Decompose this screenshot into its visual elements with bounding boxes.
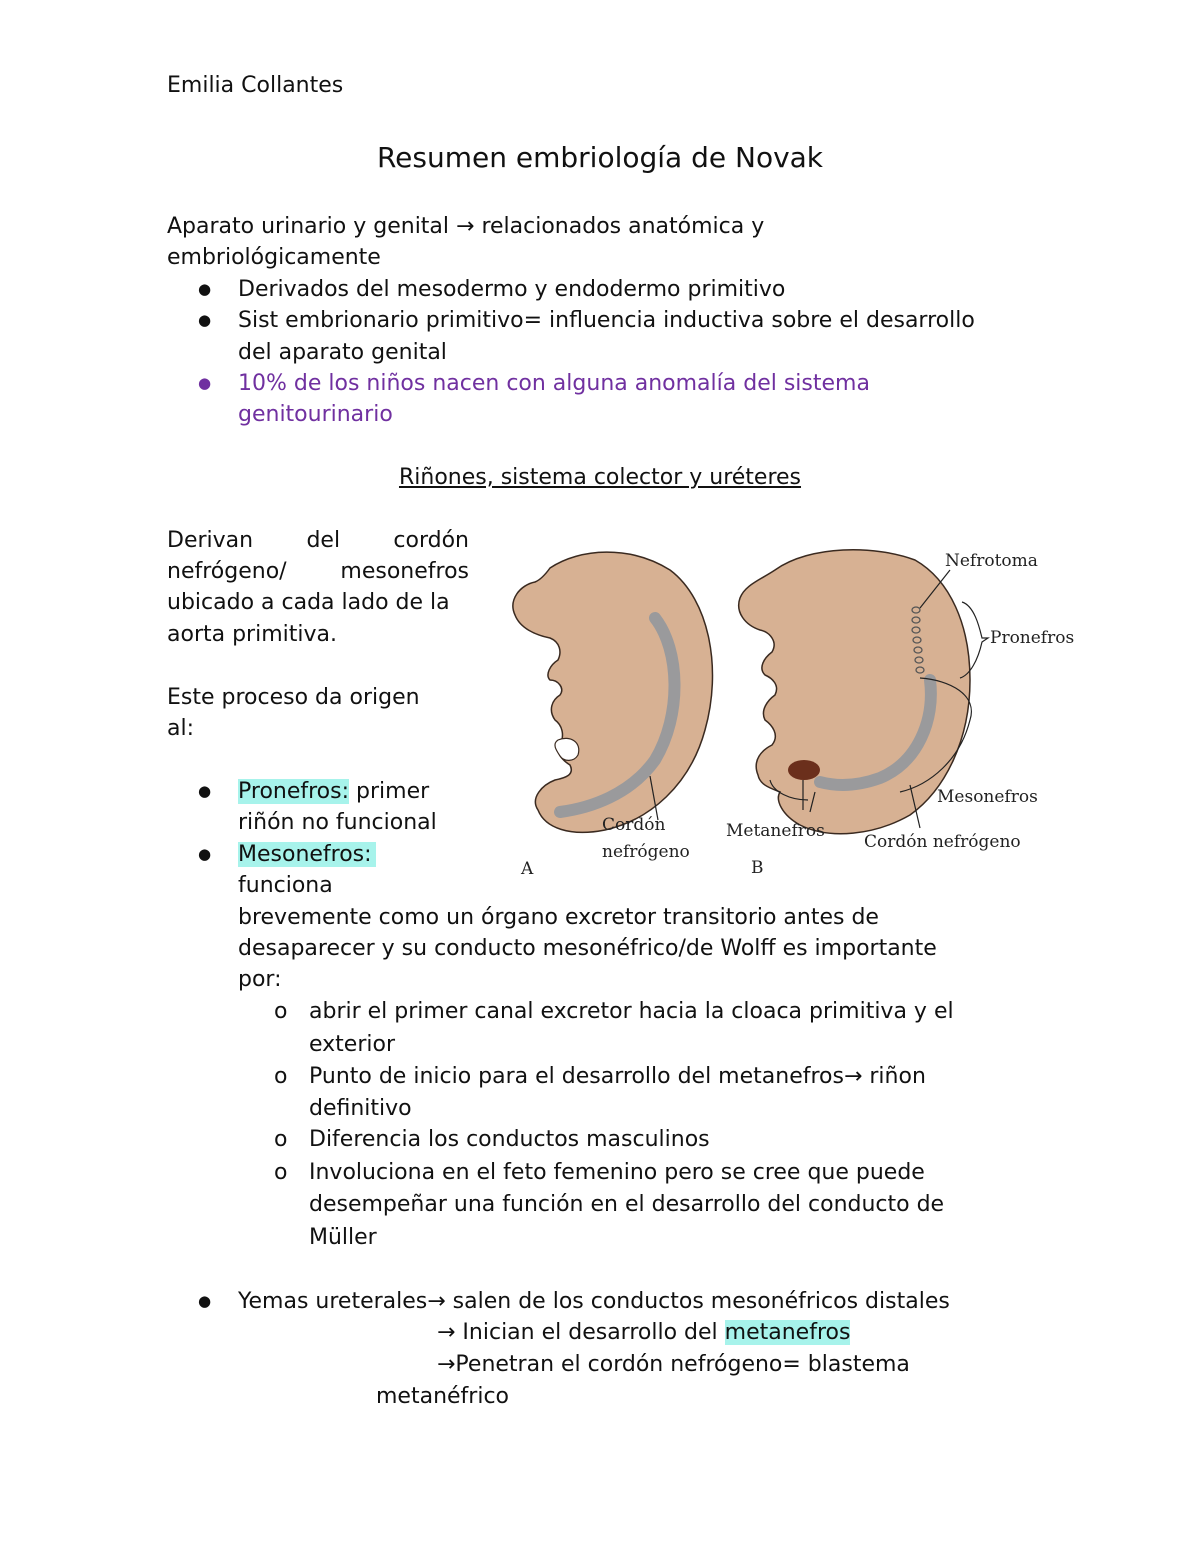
section-heading: Riñones, sistema colector y uréteres xyxy=(398,465,802,490)
bullet-dot-icon: ● xyxy=(198,280,212,298)
circle-bullet-icon: o xyxy=(274,1127,288,1152)
label-a: A xyxy=(521,859,534,879)
list-item: Derivados del mesodermo y endodermo primitivo xyxy=(238,277,786,302)
sub-list-item-continuation: definitivo xyxy=(309,1096,412,1121)
circle-bullet-icon: o xyxy=(274,1064,288,1089)
list-item-continuation: por: xyxy=(238,967,282,992)
yemas-line-2 xyxy=(437,1317,850,1349)
label-cordon-a-line2: nefrógeno xyxy=(602,842,690,862)
circle-bullet-icon: o xyxy=(274,1160,288,1185)
bullet-dot-icon: ● xyxy=(198,782,212,800)
bullet-dot-icon: ● xyxy=(198,1292,212,1310)
sub-list-item-continuation: exterior xyxy=(309,1032,395,1057)
label-cordon-a-line1: Cordón xyxy=(602,815,666,835)
metanefros-term: metanefros xyxy=(724,1320,851,1345)
paragraph-line: al: xyxy=(167,716,195,741)
bullet-dot-icon: ● xyxy=(198,374,212,392)
sub-list-item: Punto de inicio para el desarrollo del metanefros→ riñon xyxy=(309,1064,926,1089)
sub-list-item-continuation: Müller xyxy=(309,1225,377,1250)
list-item: Sist embrionario primitivo= influencia inductiva sobre el desarrollo xyxy=(238,308,975,333)
list-item-highlighted: 10% de los niños nacen con alguna anomalía del sistema xyxy=(238,371,870,396)
list-item-continuation: del aparato genital xyxy=(238,340,447,365)
sub-list-item: Diferencia los conductos masculinos xyxy=(309,1127,710,1152)
paragraph-line: aorta primitiva. xyxy=(167,622,337,647)
label-b: B xyxy=(751,858,764,878)
paragraph-line: nefrógeno/ mesonefros xyxy=(167,559,469,584)
mesonefros-term-highlight: Mesonefros: xyxy=(238,842,376,867)
bullet-dot-icon: ● xyxy=(198,845,212,863)
pronefros-rest: primer xyxy=(349,779,430,804)
circle-bullet-icon: o xyxy=(274,999,288,1024)
mesonefros-term xyxy=(238,839,376,871)
list-item-continuation: funciona xyxy=(238,873,333,898)
list-item xyxy=(238,776,429,808)
list-item-continuation: riñón no funcional xyxy=(238,810,437,835)
list-item-continuation: brevemente como un órgano excretor transitorio antes de xyxy=(238,905,879,930)
intro-line-1: Aparato urinario y genital → relacionados anatómica y xyxy=(167,214,765,239)
paragraph-line: Este proceso da origen xyxy=(167,685,420,710)
paragraph-line: Derivan del cordón xyxy=(167,528,469,553)
list-item: Yemas ureterales→ salen de los conductos mesonéfricos distales xyxy=(238,1289,950,1314)
label-pronefros: Pronefros xyxy=(990,628,1075,648)
author-name: Emilia Collantes xyxy=(167,73,344,98)
label-nefrotoma: Nefrotoma xyxy=(945,551,1038,571)
sub-list-item: abrir el primer canal excretor hacia la cloaca primitiva y el xyxy=(309,999,954,1024)
document-title: Resumen embriología de Novak xyxy=(376,141,824,174)
bullet-dot-icon: ● xyxy=(198,311,212,329)
yemas-line-3: →Penetran el cordón nefrógeno= blastema xyxy=(437,1352,910,1377)
paragraph-line: ubicado a cada lado de la xyxy=(167,590,450,615)
embryo-a-tail-curl xyxy=(555,738,579,760)
label-metanefros: Metanefros xyxy=(726,821,825,841)
list-item-continuation: genitourinario xyxy=(238,402,393,427)
embryo-figure xyxy=(490,530,1090,885)
metanephros-blob xyxy=(788,760,820,780)
yemas-line-4: metanéfrico xyxy=(376,1384,510,1409)
sub-list-item-continuation: desempeñar una función en el desarrollo del conducto de xyxy=(309,1192,945,1217)
sub-list-item: Involuciona en el feto femenino pero se cree que puede xyxy=(309,1160,925,1185)
yemas-line-2-prefix: → Inician el desarrollo del xyxy=(437,1320,725,1345)
pronefros-term: Pronefros: xyxy=(238,779,350,804)
label-cordon-nefrogeno-b: Cordón nefrógeno xyxy=(864,832,1021,852)
label-mesonefros: Mesonefros xyxy=(937,787,1038,807)
list-item-continuation: desaparecer y su conducto mesonéfrico/de Wolff es importante xyxy=(238,936,937,961)
intro-line-2: embriológicamente xyxy=(167,245,381,270)
